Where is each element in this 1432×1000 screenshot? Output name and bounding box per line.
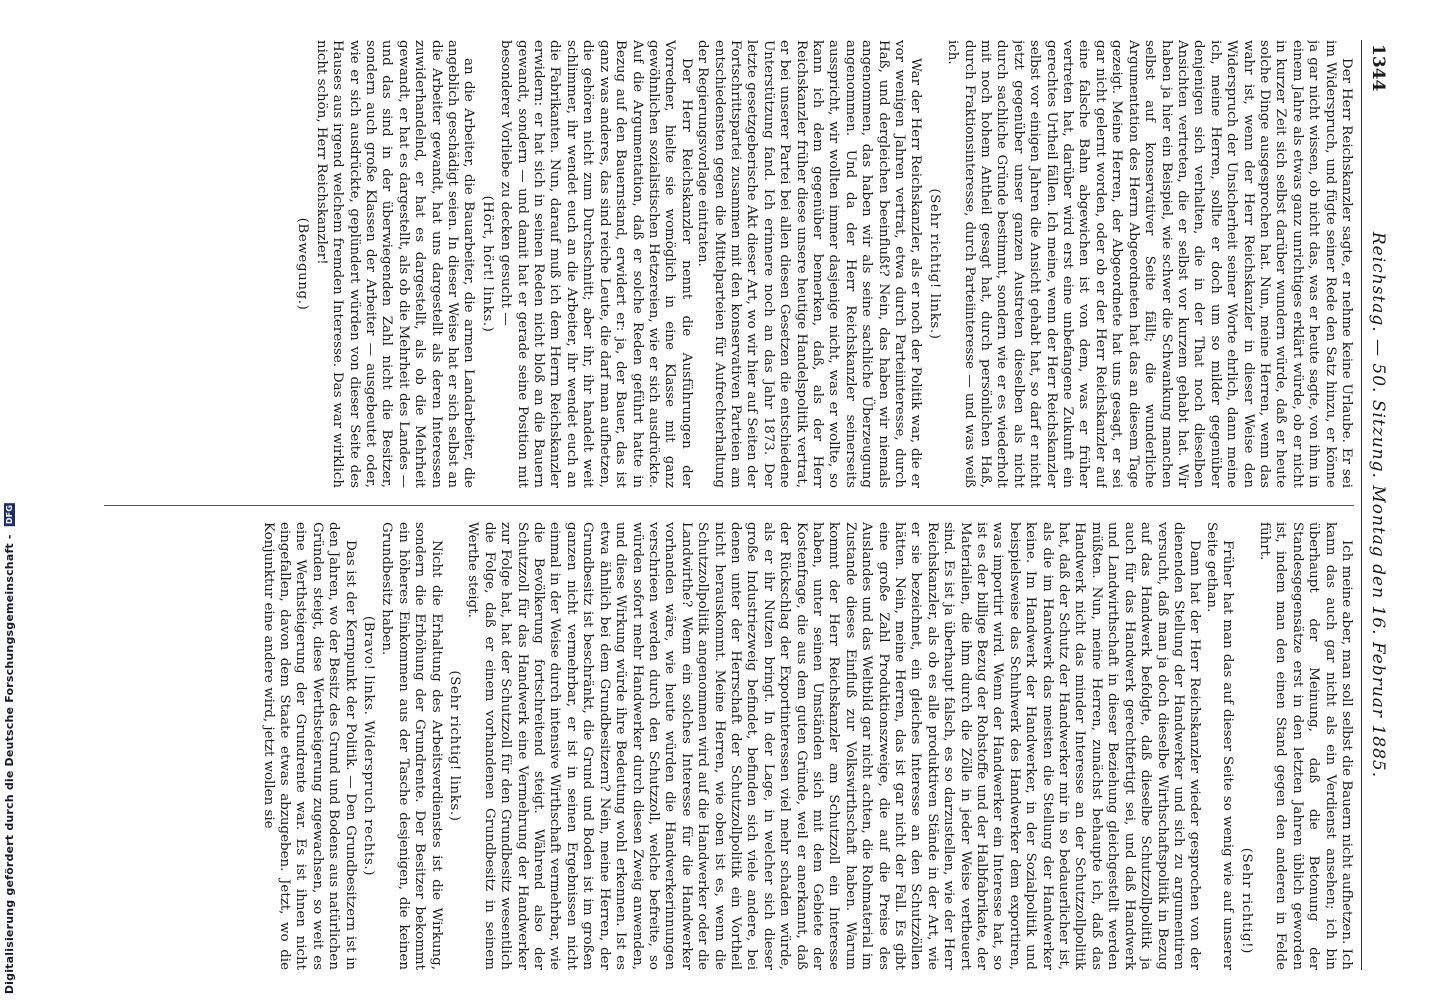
paragraph: Das ist der Kernpunkt der Politik. — Den Grundbesitzern ist in den Jahren, wo der Besitz des Grund und Bodens aus natürlichen Gründen steigt, diese Werthsteigerung zugewachsen, so weit es eine Werthsteigerung der Grundrente war. Es ist ihnen nicht eingefallen, davon dem Staate etwas abzugeben. Jetzt, wo die Konjunktur eine andere wird, jetzt wollen sie [260, 522, 358, 970]
interjection-note: (Hört, hört! links.) [479, 195, 495, 333]
digitization-credit [3, 503, 16, 994]
text-columns [104, 40, 1354, 970]
paragraph: Dann hat der Herr Reichskanzler wieder gesprochen von der dienenden Stellung der Handwerker und sich zu argumentiren versucht, daß man ja doch dieselbe Wirthschaftspolitik in Bezug auf das Handwerk befolgte, daß dieselbe Schutzzollpolitik ja auch für das Handwerk gerechtfertigt sei, und daß Handwerk und Landwirthschaft in dieser Beziehung gleichgestellt werden müßten. Nun, meine Herren, zunächst behaupte ich, daß das Handwerk nicht das minder Interesse an der Schutzzollpolitik hat, daß der Schutz der Handwerker mir in so bedauerlicher ist, als die im Handwerk das meisten die Stellung der Handwerker keine. Im Handwerk der Handwerker, in der Sozialpolitik und beispielsweise das Schuhwerk des Handwerker dem exportiren, was importirt wird. Wenn der Handwerker ein Interesse hat, so ist es der billige Bezug der Rohstoffe und der Halbfabrikate, der Materialien, die ihm durch die Zölle in jeder Weise vertheuert sind. Es ist ja überhaupt falsch, es so darzustellen, wie der Herr Reichskanzler, als ob es alle produktiven Stände in der Art, wie er sie bezeichnet, ein gleiches Interesse an den Schutzzöllen hätten. Nein, meine Herren, das ist gar nicht der Fall. Es gibt eine große Zahl Produktionszweige, die auf die Preise des Auslandes und das Weltbild gar nicht achten, die Rohmaterial im Zustande dieses Einfluß zur Volkswirthschaft haben. Warum kommt der Herr Reichskanzler am Schutzzoll ein Interesse haben, unter seinen Umständen sich mit dem Gebiete der Kostenfrage, die aus dem guten Gründe, weil er anerkannt, daß der Rückschlag der Exportinteressen viel mehr schaden würde, als er ihr Nutzen bringt. In der Lage, in welcher sich dieser große Industriezweig befindet, befinden sich viele andere, bei denen unter der Herrschaft der Schutzzollpolitik ein Vortheil nicht herauskommt. Meine Herren, wie oben ist es, wenn die Schutzzollpolitik angenommen wird auf die Handwerker oder die Landwirthe? Wenn ein solches Interesse für die Handwerker vorhanden wäre, wie heute würden die Handwerkerinnungen verschrieen werden durch den Schutzzoll, welche befreite, so würden sofort mehr Handwerker durch diesen Zweig anwenden, und diese Wirkung würde ihre Bedeutung wohl erkennen. Ist es etwa ähnlich bei dem Grundbesitzern? Nein, meine Herren, der Grundbesitz ist beschränkt, die Grund und Boden ist im großen ganzen nicht vermehrbar, er ist in seinen Ergebnissen nicht einmal in der Weise durch intensive Wirthschaft vermehrbar, wie die Bevölkerung fortschreitend steigt. Während also der Schutzzoll für das Handwerk eine Vermehrung der Handwerker zur Folge hat, hat der Schutzzoll für den Grundbesitz wesentlich die Folge, daß er einem vorhandenen Grundbesitz in seinem Werthe steigt. [465, 522, 1203, 970]
interjection-note: (Bravo! links. Widerspruch rechts.) [361, 615, 377, 877]
credit-text: Digitalisierung gefördert durch die Deutsche Forschungsgemeinschaft - [3, 534, 16, 994]
interjection-note: (Sehr richtig! links.) [926, 188, 942, 340]
interjection-note: (Bewegung.) [295, 217, 311, 311]
page-header [1361, 40, 1390, 970]
paragraph: an die Arbeiter, die Bauarbeiter, die armen Landarbeiter, die angeblich geschädigt seien. In dieser Weise hat er sich selbst an die Arbeiter gewandt, hat uns dargestellt als deren Interessen zuwiderhandelnd, er hat es dargestellt, als ob die Mehrheit gewandt, er hat es dargestellt, als ob die Mehrheit des Landes — und das sind in der überwiegenden Zahl nicht die Besitzer, sondern auch große Klassen der Arbeiter — ausgebeutet oder, wie er sich ausdrückte, geplündert würden von dieser Seite des Hauses aus irgend welchem fremden Interesse. Das war wirklich nicht schön, Herr Reichskanzler! [313, 40, 477, 488]
paragraph: Ich meine aber, man soll selbst die Bauern nicht aufhetzen. Ich kann das auch gar nicht als ein Verdienst ansehen; ich bin überhaupt der Meinung, daß die Betonung der Standesgegensätze erst in den letzten Jahren üblich geworden ist, indem man den einen Stand gegen den anderen in Felde führt. [1256, 522, 1354, 970]
paragraph: War der Herr Reichskanzler, als er noch der Politik war, die er vor wenigen Jahren vertrat, etwa durch Parteiinteresse, durch Haß, und dergleichen beeinflußt? Nein, das haben wir niemals angenommen, das haben wir als seine sachliche Überzeugung angenommen. Und da der Herr Reichskanzler seinerseits ausspricht, wir wollten immer dasjenige nicht, was er wollte, so kann ich dem gegenüber bemerken, daß, als der Herr Reichskanzler früher diese unsere heutige Handelspolitik vertrat, er bei unserer Partei bei allen diesen Gesetzen die entschiedene Unterstützung fand. Ich erinnere noch an das Jahr 1873. Der letzte gesetzgeberische Akt dieser Art, wo wir hier auf Seiten der Fortschrittspartei zusammen mit den konservativen Parteien am entschiedensten gegen die Mittelparteien für Aufrechterhaltung der Regierungsvorlage eintraten. [695, 40, 924, 488]
paragraph: Der Herr Reichskanzler nennt die Ausführungen der Vorredner, hielte sie womöglich in eine Klasse mit ganz gewöhnlichen sozialistischen Hetzereien, wie er sich ausdrückte. Auf die Argumentation, daß er solche Reden geführt hatte in Bezug auf den Bauernstand, erwidert er: ja, der Bauer, das ist ganz was anderes, das sind reiche Leute, die darf man aufhetzen, die gehören nicht zum Durchschnitt; aber ihr, ihr handelt weit schlimmer, ihr wendet euch an die Arbeiter, ihr wendet euch an die Fabrikanten. Nun, darauf muß ich dem Herrn Reichskanzler erwidern: er hat sich in seinen Reden nicht bloß an die Bauern gewandt, sondern — und damit hat er gerade seine Position mit besonderer Vorliebe zu decken gesucht — [498, 40, 694, 488]
running-title: Reichstag. — 50. Sitzung. Montag den 16. Februar 1885. [1368, 231, 1388, 779]
document-page [100, 40, 1390, 970]
dfg-logo: DFG [5, 504, 14, 525]
right-column [104, 522, 1354, 970]
paragraph: Früher hat man das auf dieser Seite so wenig wie auf unserer Seite gethan. [1203, 522, 1236, 970]
left-column [104, 40, 1354, 488]
interjection-note: (Sehr richtig! links.) [447, 670, 463, 822]
paragraph: Nicht die Erhaltung des Arbeitsverdienstes ist die Wirkung, sondern die Erhöhung der Grundrente. Der Besitzer bekommt ein höheres Einkommen aus der Tasche desjenigen, die keinen Grundbesitz haben. [379, 522, 444, 970]
page-number: 1344 [1368, 44, 1388, 92]
column-divider [104, 505, 1354, 506]
interjection-note: (Sehr richtig!) [1238, 847, 1254, 954]
paragraph: Der Herr Reichskanzler sagte, er nehme keine Urlaube. Er sei im Widerspruch, und fügte seiner Rede den Satz hinzu, er könne ja gar nicht wissen, ob nicht das, was er heute sagte, von ihm in einem Jahre als etwas ganz unrichtiges erklärt würde, ob er nicht in kurzer Zeit sich selbst darüber wundern würde, daß er heute solche Dinge ausgesprochen hat. Nun, meine Herren, wenn das wahr ist, wenn der Herr Reichskanzler in dieser Weise den Widerspruch der Unsicherheit seiner Worte ehrlich, dann meine ich, meine Herren, sollte er doch um so milder gegenüber denjenigen sich verhalten, die in der That noch dieselben Ansichten vertreten, die er selbst vor kurzem gehabt hat. Wir haben ja hier ein Beispiel, wie schwer die Schwankung manchen selbst auf konservativer Seite fällt; die wunderliche Argumentation des Herrn Abgeordneten hat das an diesem Tage gezeigt. Meine Herren, der Abgeordnete hat uns gesagt, er sei gar nicht gelernt worden, oder ob er der Herr Reichskanzler auf eine falsche Bahn abgewichen ist von dem, was er früher vertreten hat, darüber wird erst eine unbefangene Zukunft ein gerechtes Urtheil fällen. Ich meine, wenn der Herr Reichskanzler selbst vor einigen Jahren die Ansicht gehabt hat, so darf er nicht jetzt gegenüber unser ganzen Austreten dieselben als nicht durch sachliche Gründe bestimmt, sondern wie er es wiederholt mit noch hohem Antheil gesagt hat, durch persönlichen Haß, durch Fraktionsinteresse, durch Parteiinteresse — und was weiß ich. [945, 40, 1354, 488]
